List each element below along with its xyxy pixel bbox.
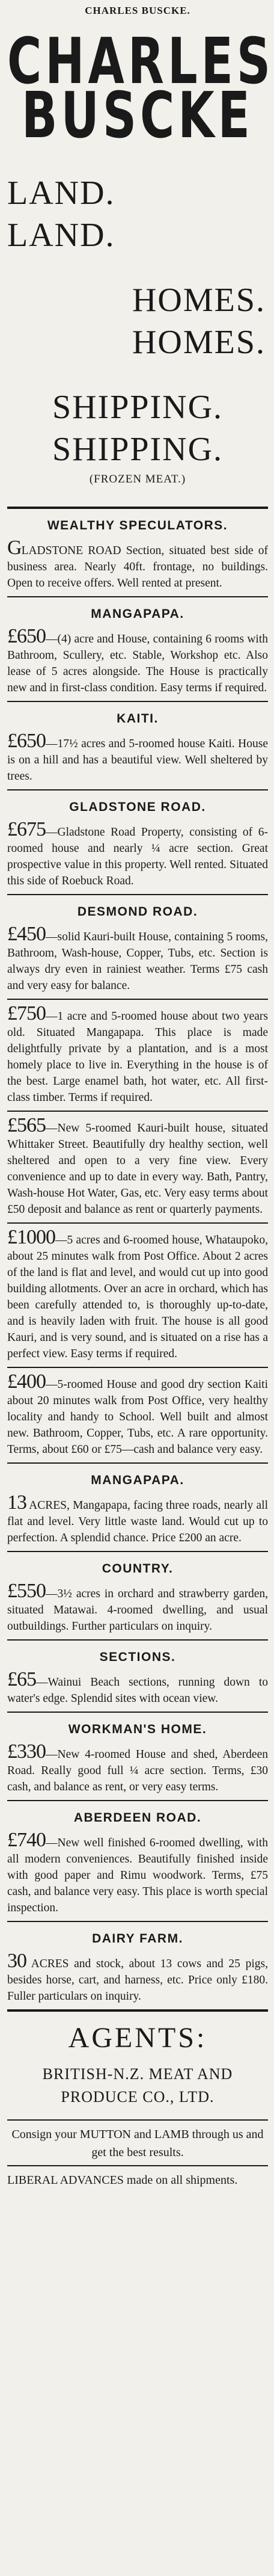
listing-divider [7, 1921, 268, 1922]
listing-text [7, 1491, 268, 1546]
listing-text [7, 1831, 268, 1916]
listing-text [7, 818, 268, 889]
section-rule [7, 507, 268, 509]
listing-workmans-home [7, 1722, 268, 1795]
listing-body: —(4) acre and House, containing 6 rooms with Bathroom, Scullery, etc. Stable, Workshop etc. Also lease of 5 acres alongside. The House is practically new and in first-class condition. Easy terms if required. [7, 633, 268, 694]
consign-text: Consign your MUTTON and LAMB through us and get the best results. [11, 2128, 264, 2159]
agents-heading: AGENTS: [68, 2022, 207, 2054]
listing-heading: GLADSTONE ROAD. [69, 800, 206, 814]
listing-text [7, 1002, 268, 1106]
listing-text [7, 732, 268, 784]
listing-gladstone-road [7, 800, 268, 889]
listing-price: £675 [7, 818, 46, 840]
listing-divider [7, 1367, 268, 1368]
listing-price: £650 [7, 730, 46, 752]
listing-divider [7, 1639, 268, 1641]
listing-heading: ABERDEEN ROAD. [73, 1811, 202, 1825]
listing-mangapapa-650 [7, 607, 268, 696]
listing-text [7, 925, 268, 994]
listing-text [7, 1228, 268, 1362]
listing-body: LADSTONE ROAD Section, situated best side of business area. Nearly 40ft. frontage, no buildings. Open to receive offers. Well rented at present. [7, 544, 268, 590]
brand-line-1: CHARLES [7, 25, 274, 99]
listing-country [7, 1562, 268, 1635]
advances-text: LIBERAL ADVANCES made on all shipments. [7, 2174, 238, 2187]
listing-mangapapa-13-acres [7, 1473, 268, 1546]
footer-rule-2 [7, 2165, 268, 2166]
listing-price: 30 [7, 1950, 26, 1972]
banner-shipping-2: SHIPPING. [52, 431, 224, 468]
listing-price: £565 [7, 1114, 46, 1136]
brand-name [7, 25, 274, 153]
listing-divider [7, 1222, 268, 1224]
footer-rule [7, 2119, 268, 2121]
listings [7, 519, 268, 2004]
listing-divider [7, 999, 268, 1000]
listing-body: —Gladstone Road Property, consisting of 6-roomed house and nearly ¼ acre section. Great prospective value in this property. Well rented. Situated this side of Roebuck Road. [7, 826, 268, 887]
listing-price: £450 [7, 923, 46, 945]
listing-divider [7, 1551, 268, 1552]
listing-price: G [7, 537, 22, 559]
listing-heading: MANGAPAPA. [91, 1473, 184, 1487]
listing-body: —5-roomed House and good dry section Kaiti about 20 minutes walk from Post Office, very healthy locality and handy to School. Well built and almost new. Bathroom, Copper, Tubs, etc. A rare opportunity. Terms, about £60 or £75—cash and balance very easy. [7, 1378, 268, 1456]
agents-rule [7, 2009, 268, 2012]
listing-text [7, 1582, 268, 1635]
listing-price: £1000 [7, 1226, 55, 1248]
listing-divider [7, 1712, 268, 1713]
listing-dairy-farm [7, 1932, 268, 2004]
listing-text [7, 627, 268, 696]
listing-price: £65 [7, 1668, 36, 1690]
listing-text [7, 1740, 268, 1795]
listing-body: ACRES and stock, about 13 cows and 25 pigs, besides horse, cart, and harness, etc. Price only £180. Fuller particulars on inquiry. [7, 1958, 268, 2003]
listing-heading: DESMOND ROAD. [77, 905, 198, 919]
banner-homes-2: HOMES. [132, 324, 266, 361]
listing-body: —5 acres and 6-roomed house, Whataupoko, about 25 minutes walk from Post Office. About 2 acres of the land is flat and level, and would cut up into good building allotments. Over an acre in orchard, which has been carefully attended to, is thoroughly up-to-date, and is heavily laden with fruit. The house is all good Kauri, and is very sound, and is situated on a rise has a perfect view. Easy terms if required. [7, 1234, 268, 1360]
listing-text [7, 539, 268, 591]
listing-body: ACRES, Mangapapa, facing three roads, nearly all flat and level. Very little waste land. Would cut up to perfection. A splendid chance. Price £200 an acre. [7, 1499, 268, 1544]
listing-price: 13 [7, 1491, 26, 1514]
listing-price: £740 [7, 1829, 46, 1851]
listing-aberdeen-road [7, 1811, 268, 1916]
listing-body: —3½ acres in orchard and strawberry garden, situated Matawai. 4-roomed dwelling, and usual outbuildings. Further particulars on inquiry. [7, 1588, 268, 1633]
banner-land-2: LAND. [7, 217, 115, 254]
banner-homes-1: HOMES. [132, 282, 266, 319]
listing-body: —17½ acres and 5-roomed house Kaiti. House is on a hill and has a beautiful view. Well sheltered by trees. [7, 738, 268, 783]
listing-heading: WEALTHY SPECULATORS. [47, 519, 228, 532]
listing-price: £650 [7, 625, 46, 647]
listing-heading: MANGAPAPA. [91, 607, 184, 621]
listing-heading: WORKMAN'S HOME. [68, 1722, 207, 1736]
running-head: CHARLES BUSCKE. [85, 5, 190, 16]
listing-text [7, 1952, 268, 2004]
listing-divider [7, 894, 268, 895]
listing-divider [7, 1800, 268, 1801]
listing-heading: COUNTRY. [102, 1562, 174, 1576]
listing-kaiti [7, 712, 268, 784]
listing-body: —New well finished 6-roomed dwelling, with all modern conveniences. Beautifully finished inside with good paper and Rimu woodwork. Terms, £75 cash, and balance very easy. This place is worth special inspection. [7, 1837, 268, 1914]
listing-heading: KAITI. [117, 712, 159, 726]
listing-desmond-road [7, 905, 268, 994]
listing-whataupoko [7, 1228, 268, 1362]
listing-body: —New 4-roomed House and shed, Aberdeen Road. Really good full ¼ acre section. Terms, £30 cash, and balance as rent, or very easy terms. [7, 1748, 268, 1793]
listing-text [7, 1370, 268, 1458]
listing-divider [7, 789, 268, 790]
listing-kaiti-400 [7, 1370, 268, 1458]
listing-divider [7, 596, 268, 597]
listing-divider [7, 701, 268, 702]
listing-whittaker-street [7, 1114, 268, 1218]
banner-shipping-1: SHIPPING. [52, 389, 224, 426]
brand-line-2: BUSCKE [22, 79, 254, 153]
listing-divider [7, 1111, 268, 1112]
listing-body: —solid Kauri-built House, containing 5 rooms, Bathroom, Wash-house, Copper, Tubs, etc. Section is always dry even in rainiest weather. Terms £75 cash and very easy for balance. [7, 931, 268, 992]
listing-body: —Wainui Beach sections, running down to water's edge. Splendid sites with ocean view. [7, 1676, 268, 1705]
listing-text [7, 1668, 268, 1707]
listing-price: £550 [7, 1580, 46, 1602]
listing-wealthy-speculators [7, 519, 268, 591]
listing-body: —1 acre and 5-roomed house about two years old. Situated Mangapapa. This place is made delightfully private by a plantation, and is a most homely place to live in. Everything in the house is of the best. Large enamel bath, hot water, etc. All first-class timber. Terms if required. [7, 1010, 268, 1104]
listing-text [7, 1114, 268, 1218]
listing-mangapapa-750 [7, 1002, 268, 1106]
listing-heading: SECTIONS. [99, 1650, 176, 1664]
listing-price: £400 [7, 1370, 46, 1393]
banner-frozen-meat: (FROZEN MEAT.) [89, 473, 186, 485]
listing-sections [7, 1650, 268, 1707]
banner-land-1: LAND. [7, 174, 115, 212]
agent-name: BRITISH-N.Z. MEAT AND PRODUCE CO., LTD. [42, 2065, 233, 2106]
listing-price: £330 [7, 1740, 46, 1763]
listing-body: —New 5-roomed Kauri-built house, situated Whittaker Street. Beautifully dry healthy section, well sheltered and open to a very fine view. Every convenience and up to date in every way. Bath, Pantry, Wash-house Hot Water, Gas, etc. Very easy terms about £50 deposit and balance as rent or quarterly payments. [7, 1122, 268, 1216]
listing-divider [7, 1462, 268, 1464]
listing-heading: DAIRY FARM. [92, 1932, 183, 1946]
listing-price: £750 [7, 1002, 46, 1025]
